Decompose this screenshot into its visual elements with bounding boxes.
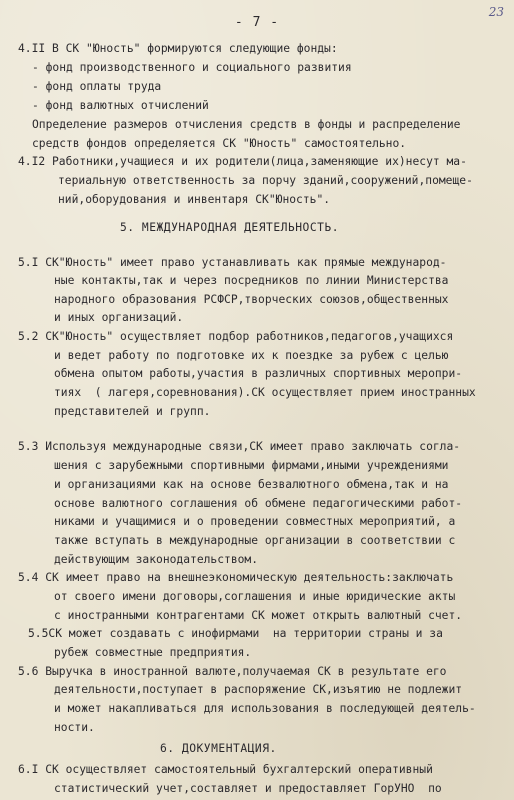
text-line: 4.II В СК "Юность" формируются следующие фонды: bbox=[18, 42, 338, 55]
text-line: 5.4 СК имеет право на внешнеэкономическую деятельность:заключать bbox=[18, 571, 454, 584]
section-heading: 6. ДОКУМЕНТАЦИЯ. bbox=[160, 742, 277, 755]
text-line: никами и учащимися и о проведении совместных мероприятий, а bbox=[54, 515, 456, 528]
text-line: и может накапливаться для использования в последующей деятель- bbox=[54, 702, 476, 715]
text-line: деятельности,поступает в распоряжение СК,изъятию не подлежит bbox=[54, 683, 463, 696]
text-line: представителей и групп. bbox=[54, 405, 211, 418]
text-line: 5.5СК может создавать с инофирмами на территории страны и за bbox=[28, 627, 443, 640]
text-line: народного образования РСФСР,творческих союзов,общественных bbox=[54, 293, 449, 306]
text-line: средств фондов определяется СК "Юность" самостоятельно. bbox=[32, 137, 407, 150]
text-line: статистический учет,составляет и предоставляет ГорУНО по bbox=[54, 782, 442, 795]
text-line: - фонд валютных отчислений bbox=[32, 99, 209, 112]
text-line: - фонд производственного и социального развития bbox=[32, 61, 352, 74]
text-line: ний,оборудования и инвентаря СК"Юность". bbox=[58, 193, 331, 206]
text-line: 5.3 Используя международные связи,СК имеет право заключать согла- bbox=[18, 440, 461, 453]
text-line: с иностранными контрагентами СК может открыть валютный счет. bbox=[54, 609, 463, 622]
text-line: действующим законодательством. bbox=[54, 553, 259, 566]
text-line: ные контакты,так и через посредников по линии Министерства bbox=[54, 274, 449, 287]
text-line: тиях ( лагеря,соревнования).СК осуществляет прием иностранных bbox=[54, 386, 476, 399]
text-line: териальную ответственность за порчу зданий,сооружений,помеще- bbox=[58, 174, 473, 187]
text-line: и организациями как на основе безвалютного обмена,так и на bbox=[54, 478, 449, 491]
text-line: 5.I СК"Юность" имеет право устанавливать как прямые международ- bbox=[18, 256, 447, 269]
text-line: основе валютного соглашения об обмене педагогическими работ- bbox=[54, 497, 463, 510]
section-heading: 5. МЕЖДУНАРОДНАЯ ДЕЯТЕЛЬНОСТЬ. bbox=[120, 221, 340, 234]
text-line: 5.2 СК"Юность" осуществляет подбор работников,педагогов,учащихся bbox=[18, 330, 454, 343]
text-line: 4.I2 Работники,учащиеся и их родители(лица,заменяющие их)несут ма- bbox=[18, 155, 467, 168]
text-line: рубеж совместные предприятия. bbox=[54, 646, 252, 659]
text-line: и иных организаций. bbox=[54, 311, 184, 324]
text-line: ности. bbox=[54, 721, 95, 734]
text-line: и ведет работу по подготовке их к поездке за рубеж с целью bbox=[54, 349, 449, 362]
text-line: 6.I СК осуществляет самостоятельный бухгалтерский оперативный bbox=[18, 763, 433, 776]
archive-sheet-number: 23 bbox=[488, 5, 504, 19]
text-line: также вступать в международные организации в соответствии с bbox=[54, 534, 456, 547]
text-line: - фонд оплаты труда bbox=[32, 80, 162, 93]
text-line: от своего имени договоры,соглашения и иные юридические акты bbox=[54, 590, 456, 603]
text-line: 5.6 Выручка в иностранной валюте,получаемая СК в результате его bbox=[18, 665, 447, 678]
text-line: обмена опытом работы,участия в различных спортивных меропри- bbox=[54, 367, 463, 380]
text-line: Определение размеров отчисления средств в фонды и распределение bbox=[32, 118, 461, 131]
page-number: - 7 - bbox=[234, 15, 280, 30]
text-line: шения с зарубежными спортивными фирмами,иными учреждениями bbox=[54, 459, 449, 472]
